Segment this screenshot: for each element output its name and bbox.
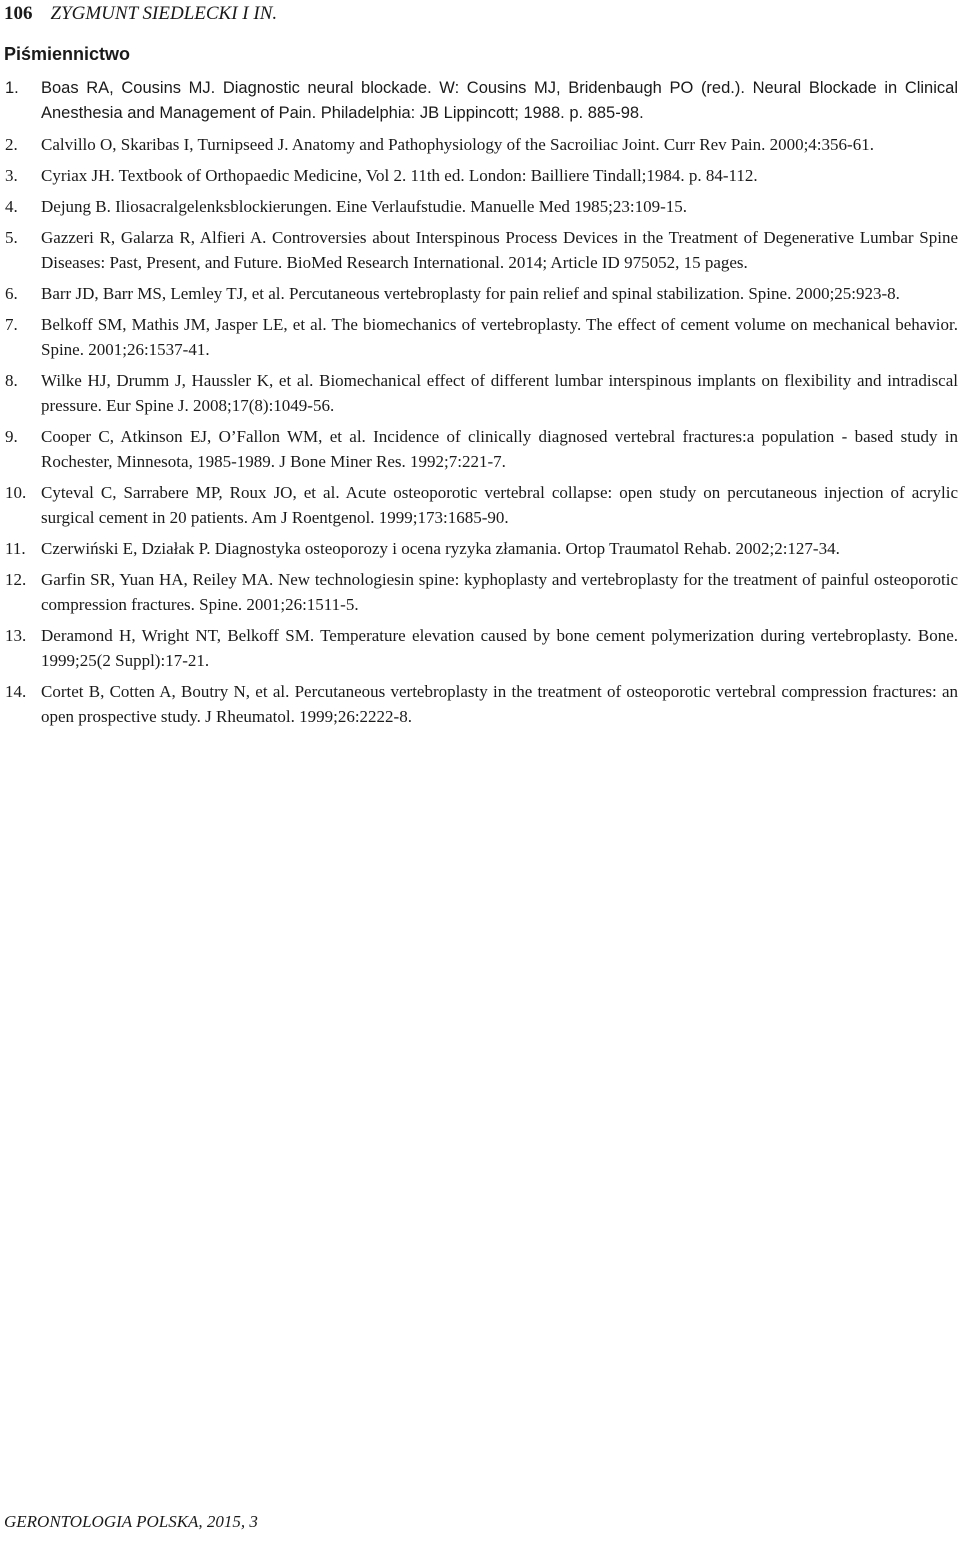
running-head: ZYGMUNT SIEDLECKI I IN.	[50, 3, 278, 24]
reference-number: 1.	[5, 79, 19, 97]
reference-number: 14.	[5, 682, 27, 701]
reference-text: Cooper C, Atkinson EJ, O’Fallon WM, et al. Incidence of clinically diagnosed vertebral fractures:a population - based study in Rochester, Minnesota, 1985-1989. J Bone Miner Res. 1992;7:221-7.	[41, 427, 958, 471]
reference-text: Deramond H, Wright NT, Belkoff SM. Temperature elevation caused by bone cement polymerization during vertebroplasty. Bone. 1999;25(2 Suppl):17-21.	[41, 626, 958, 670]
reference-text: Garfin SR, Yuan HA, Reiley MA. New technologiesin spine: kyphoplasty and vertebroplasty for the treatment of painful osteoporotic compression fractures. Spine. 2001;26:1511-5.	[41, 570, 958, 614]
reference-number: 11.	[5, 539, 26, 558]
reference-item	[0, 567, 958, 617]
reference-number: 9.	[5, 427, 18, 446]
reference-text: Dejung B. Iliosacralgelenksblockierungen. Eine Verlaufstudie. Manuelle Med 1985;23:109-15.	[41, 197, 687, 216]
reference-number: 4.	[5, 197, 18, 216]
reference-text: Belkoff SM, Mathis JM, Jasper LE, et al. The biomechanics of vertebroplasty. The effect of cement volume on mechanical behavior. Spine. 2001;26:1537-41.	[41, 315, 958, 359]
reference-number: 8.	[5, 371, 18, 390]
reference-item	[0, 132, 958, 157]
reference-item	[0, 368, 958, 418]
reference-item	[0, 163, 958, 188]
reference-list	[0, 76, 958, 735]
reference-text: Cyriax JH. Textbook of Orthopaedic Medicine, Vol 2. 11th ed. London: Bailliere Tindall;1984. p. 84-112.	[41, 166, 758, 185]
reference-text: Wilke HJ, Drumm J, Haussler K, et al. Biomechanical effect of different lumbar interspinous implants on flexibility and intradiscal pressure. Eur Spine J. 2008;17(8):1049-56.	[41, 371, 958, 415]
reference-item	[0, 225, 958, 275]
page-number: 106	[4, 3, 33, 24]
reference-number: 2.	[5, 135, 18, 154]
reference-number: 10.	[5, 483, 27, 502]
reference-number: 12.	[5, 570, 27, 589]
reference-item	[0, 312, 958, 362]
reference-number: 13.	[5, 626, 27, 645]
reference-number: 5.	[5, 228, 18, 247]
reference-text: Cortet B, Cotten A, Boutry N, et al. Percutaneous vertebroplasty in the treatment of osteoporotic vertebral compression fractures: an open prospective study. J Rheumatol. 1999;26:2222-8.	[41, 682, 958, 726]
reference-item	[0, 194, 958, 219]
reference-text: Czerwiński E, Działak P. Diagnostyka osteoporozy i ocena ryzyka złamania. Ortop Traumatol Rehab. 2002;2:127-34.	[41, 539, 840, 558]
reference-text: Boas RA, Cousins MJ. Diagnostic neural blockade. W: Cousins MJ, Bridenbaugh PO (red.). Neural Blockade in Clinical Anesthesia and Management of Pain. Philadelphia: JB Lippincott; 1988. p. 885-98.	[41, 79, 958, 122]
reference-item	[0, 76, 958, 126]
page-header	[4, 2, 277, 26]
journal-footer: GERONTOLOGIA POLSKA, 2015, 3	[4, 1512, 258, 1531]
reference-item	[0, 281, 958, 306]
reference-text: Barr JD, Barr MS, Lemley TJ, et al. Percutaneous vertebroplasty for pain relief and spinal stabilization. Spine. 2000;25:923-8.	[41, 284, 900, 303]
reference-item	[0, 679, 958, 729]
reference-text: Gazzeri R, Galarza R, Alfieri A. Controversies about Interspinous Process Devices in the Treatment of Degenerative Lumbar Spine Diseases: Past, Present, and Future. BioMed Research International. 2014; Article ID 975052, 15 pages.	[41, 228, 958, 272]
section-title: Piśmiennictwo	[4, 44, 131, 64]
reference-text: Cyteval C, Sarrabere MP, Roux JO, et al. Acute osteoporotic vertebral collapse: open study on percutaneous injection of acrylic surgical cement in 20 patients. Am J Roentgenol. 1999;173:1685-90.	[41, 483, 958, 527]
reference-text: Calvillo O, Skaribas I, Turnipseed J. Anatomy and Pathophysiology of the Sacroiliac Joint. Curr Rev Pain. 2000;4:356-61.	[41, 135, 874, 154]
reference-item	[0, 623, 958, 673]
reference-item	[0, 424, 958, 474]
reference-number: 3.	[5, 166, 18, 185]
reference-item	[0, 480, 958, 530]
reference-number: 6.	[5, 284, 18, 303]
reference-number: 7.	[5, 315, 18, 334]
reference-item	[0, 536, 958, 561]
